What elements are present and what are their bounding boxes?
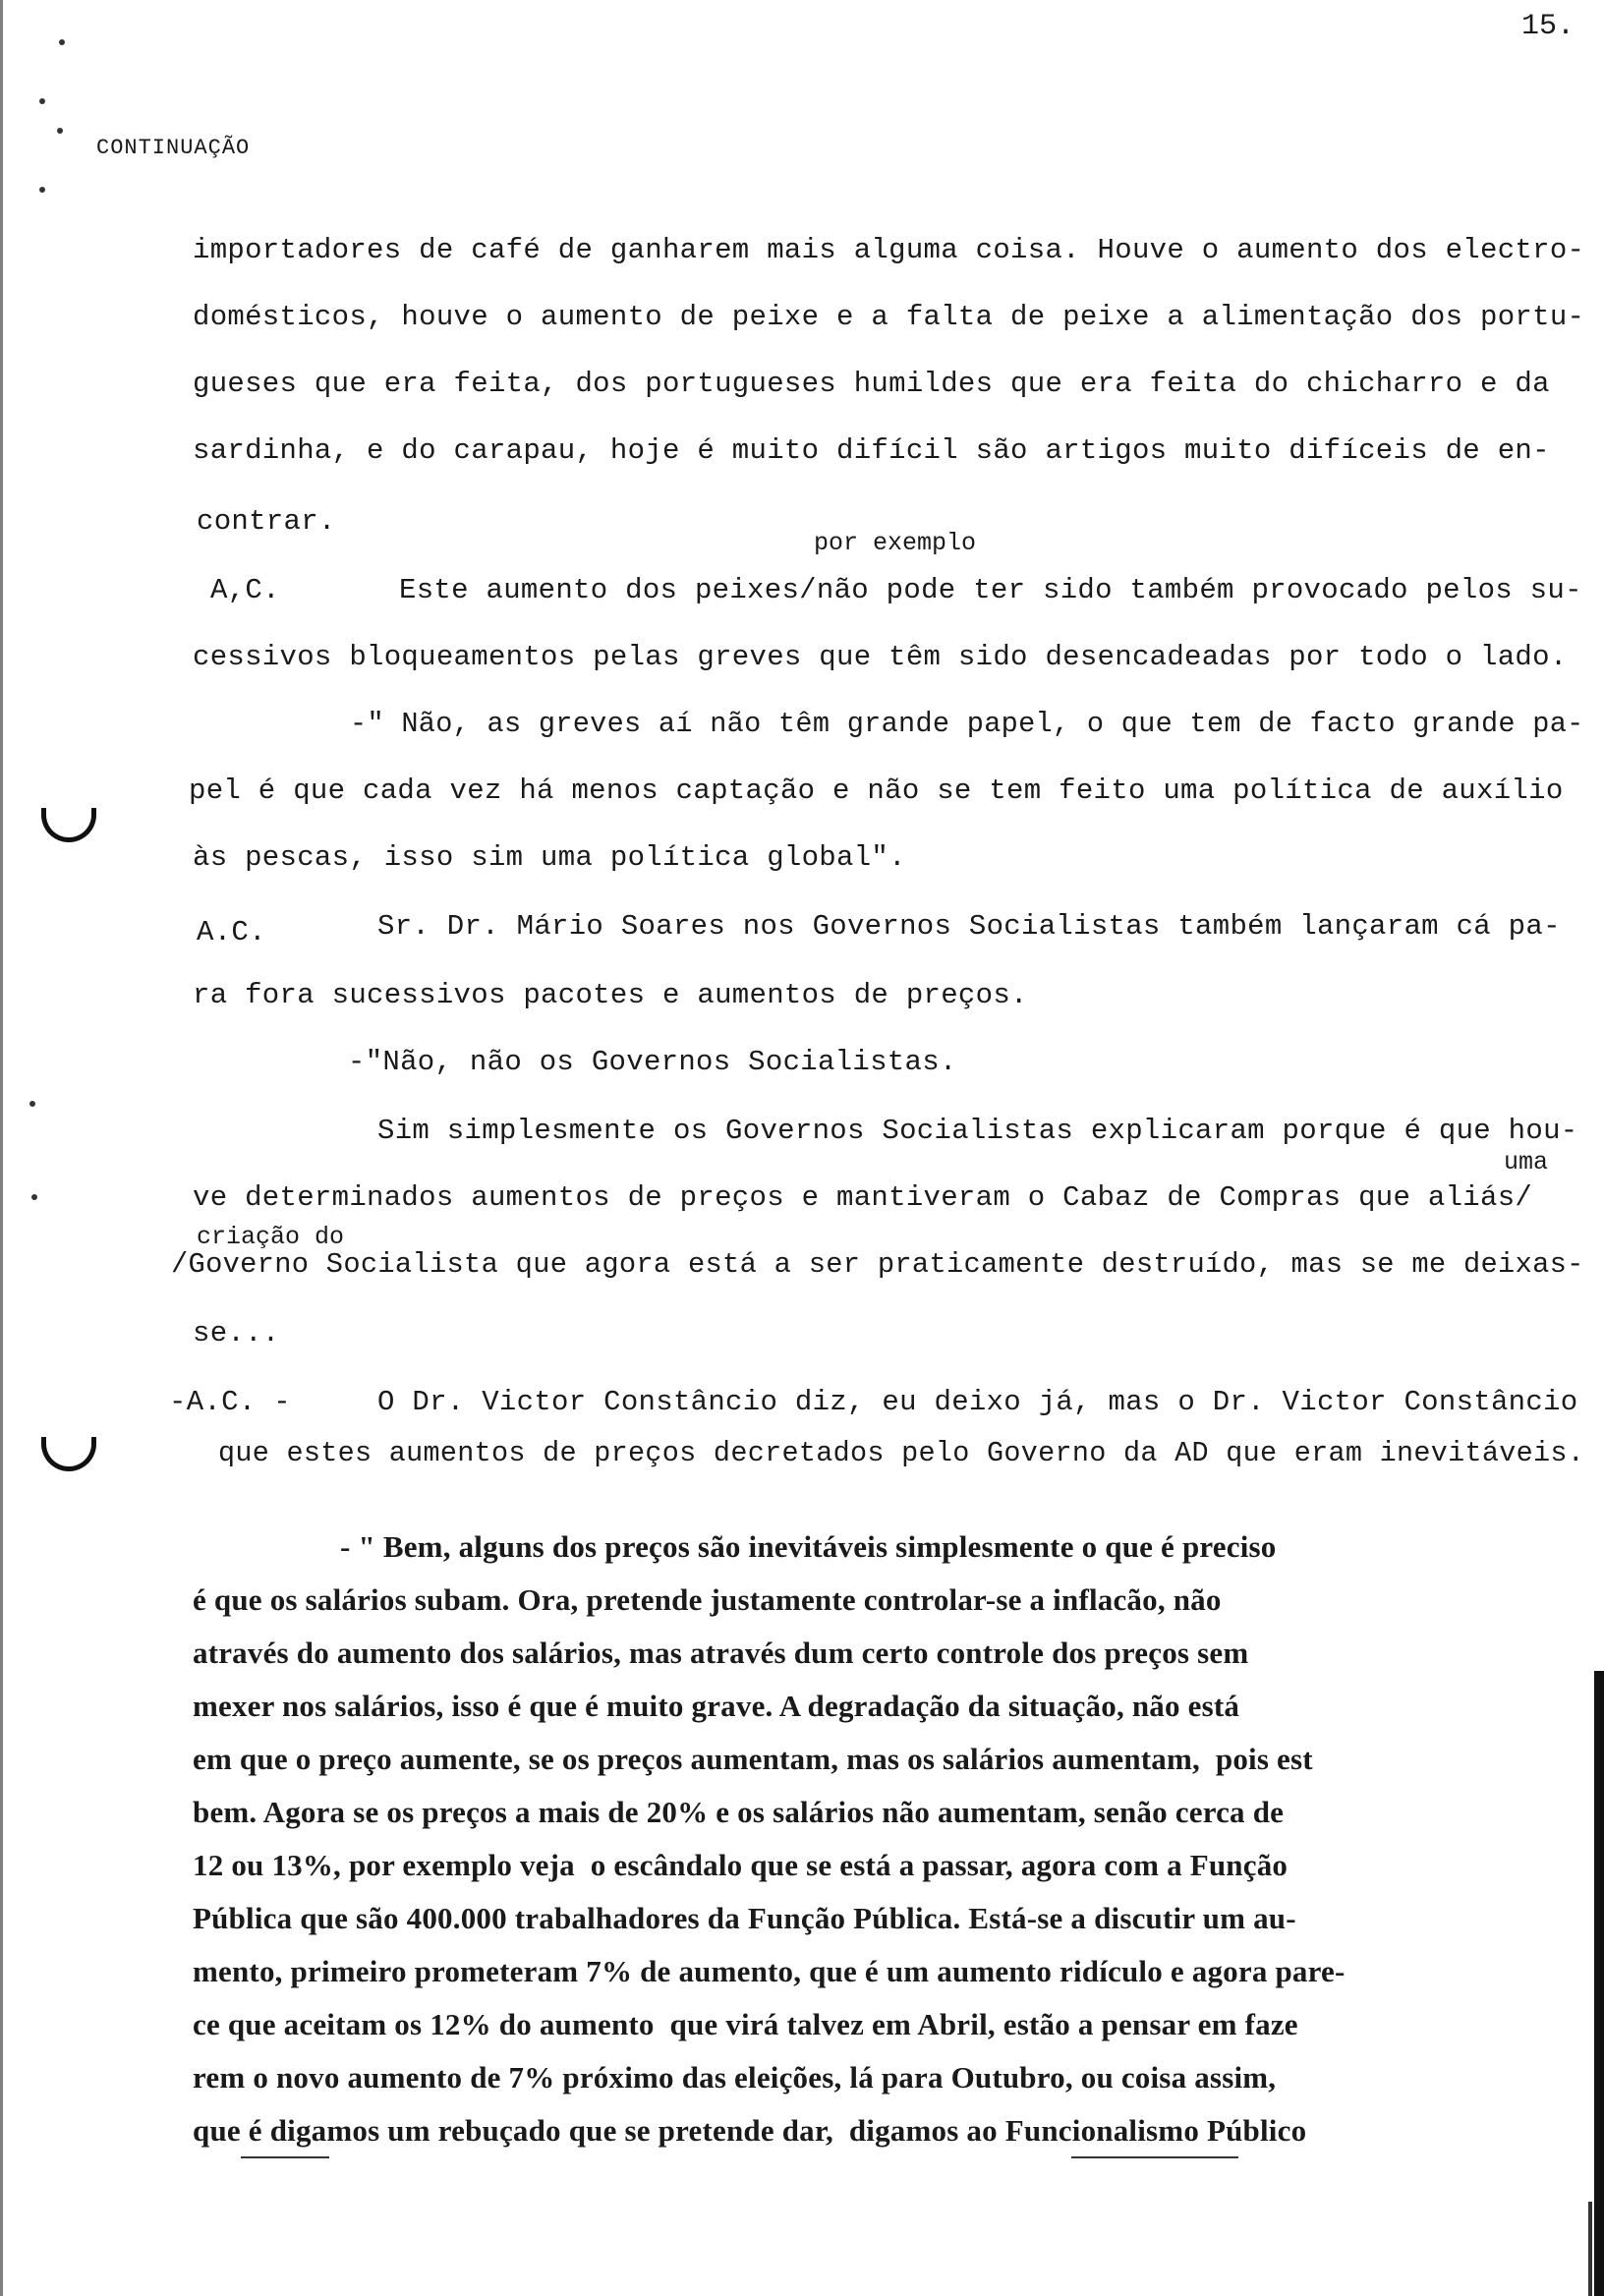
text-line: sardinha, e do carapau, hoje é muito difícil são artigos muito difíceis de en- bbox=[193, 434, 1550, 467]
scan-edge-left bbox=[0, 0, 3, 2296]
text-line: cessivos bloqueamentos pelas greves que têm sido desencadeadas por todo o lado. bbox=[193, 641, 1568, 673]
handwritten-insertion: por exemplo bbox=[814, 529, 977, 557]
page-number: 15. bbox=[1521, 10, 1575, 43]
scan-edge-right bbox=[1594, 1671, 1604, 2296]
scan-edge-right-mark bbox=[1588, 2202, 1592, 2296]
text-line-bold: é que os salários subam. Ora, pretende justamente controlar-se a inflacão, não bbox=[193, 1582, 1222, 1617]
text-line: -"Não, não os Governos Socialistas. bbox=[348, 1046, 957, 1078]
text-line-bold: mexer nos salários, isso é que é muito grave. A degradação da situação, não está bbox=[193, 1689, 1240, 1723]
speaker-label: -A.C. - bbox=[169, 1386, 291, 1418]
scan-speck bbox=[39, 98, 45, 104]
punch-hole-icon bbox=[41, 808, 96, 842]
text-line-bold: em que o preço aumente, se os preços aumentam, mas os salários aumentam, pois est bbox=[193, 1742, 1313, 1776]
text-line-bold: 12 ou 13%, por exemplo veja o escândalo que se está a passar, agora com a Função bbox=[193, 1848, 1289, 1882]
text-line: importadores de café de ganharem mais alguma coisa. Houve o aumento dos electro- bbox=[193, 234, 1585, 266]
text-line: domésticos, houve o aumento de peixe e a falta de peixe a alimentação dos portu- bbox=[193, 301, 1585, 333]
handwritten-insertion: uma bbox=[1504, 1148, 1549, 1177]
text-line: /Governo Socialista que agora está a ser praticamente destruído, mas se me deixas- bbox=[171, 1248, 1584, 1281]
text-line: ra fora sucessivos pacotes e aumentos de preços. bbox=[193, 979, 1028, 1011]
text-line: contrar. bbox=[197, 505, 336, 538]
scan-speck bbox=[39, 187, 45, 193]
handwritten-insertion: criação do bbox=[197, 1223, 345, 1251]
text-line: gueses que era feita, dos portugueses humildes que era feita do chicharro e da bbox=[193, 368, 1550, 400]
text-line-bold: mento, primeiro prometeram 7% de aumento, que é um aumento ridículo e agora pare- bbox=[193, 1954, 1346, 1988]
scan-speck bbox=[29, 1101, 35, 1107]
punch-hole-icon bbox=[41, 1437, 96, 1471]
text-line-bold: através do aumento dos salários, mas através dum certo controle dos preços sem bbox=[193, 1636, 1249, 1670]
text-line-bold: bem. Agora se os preços a mais de 20% e os salários não aumentam, senão cerca de bbox=[193, 1795, 1285, 1829]
text-line: O Dr. Victor Constâncio diz, eu deixo já, mas o Dr. Victor Constâncio bbox=[377, 1386, 1578, 1418]
text-line: às pescas, isso sim uma política global". bbox=[193, 841, 906, 874]
text-line-bold: Pública que são 400.000 trabalhadores da Função Pública. Está-se a discutir um au- bbox=[193, 1901, 1296, 1935]
text-line-bold: que é digamos um rebuçado que se pretende dar, digamos ao Funcionalismo Público bbox=[193, 2113, 1307, 2148]
scan-speck bbox=[57, 128, 63, 134]
text-line: Sr. Dr. Mário Soares nos Governos Socialistas também lançaram cá pa- bbox=[377, 910, 1561, 943]
text-line: pel é que cada vez há menos captação e não se tem feito uma política de auxílio bbox=[189, 775, 1564, 807]
scan-dash bbox=[1071, 2156, 1238, 2158]
text-line: ve determinados aumentos de preços e mantiveram o Cabaz de Compras que aliás/ bbox=[193, 1181, 1533, 1214]
text-line: que estes aumentos de preços decretados pelo Governo da AD que eram inevitáveis. bbox=[218, 1437, 1585, 1469]
speaker-label: A.C. bbox=[197, 916, 266, 948]
text-line: se... bbox=[193, 1317, 280, 1349]
text-line: -" Não, as greves aí não têm grande papel, o que tem de facto grande pa- bbox=[350, 708, 1584, 740]
speaker-label: A,C. bbox=[210, 574, 280, 606]
text-line: Sim simplesmente os Governos Socialistas explicaram porque é que hou- bbox=[377, 1115, 1578, 1147]
text-line-bold: rem o novo aumento de 7% próximo das eleições, lá para Outubro, ou coisa assim, bbox=[193, 2060, 1277, 2095]
text-line: Este aumento dos peixes/não pode ter sido também provocado pelos su- bbox=[399, 574, 1582, 606]
text-line-bold: ce que aceitam os 12% do aumento que virá talvez em Abril, estão a pensar em faze bbox=[193, 2007, 1298, 2041]
header-continuacao: CONTINUAÇÃO bbox=[96, 136, 251, 160]
text-line-bold: - " Bem, alguns dos preços são inevitáveis simplesmente o que é preciso bbox=[340, 1529, 1277, 1564]
scan-speck bbox=[31, 1194, 37, 1200]
scan-speck bbox=[59, 39, 65, 45]
scan-dash bbox=[241, 2156, 329, 2158]
